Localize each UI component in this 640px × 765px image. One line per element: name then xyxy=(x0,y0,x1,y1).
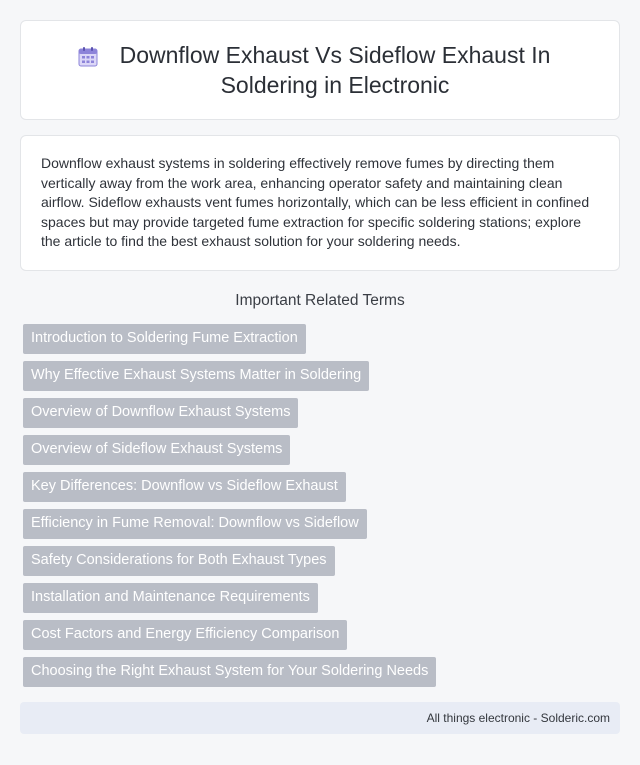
related-term-link[interactable]: Efficiency in Fume Removal: Downflow vs Sideflow xyxy=(23,509,367,539)
related-term-link[interactable]: Cost Factors and Energy Efficiency Comparison xyxy=(23,620,347,650)
related-term-link[interactable]: Overview of Sideflow Exhaust Systems xyxy=(23,435,290,465)
footer-text: All things electronic - Solderic.com xyxy=(426,711,610,725)
calendar-icon xyxy=(77,46,99,68)
title-card xyxy=(20,20,620,120)
related-term-link[interactable]: Introduction to Soldering Fume Extraction xyxy=(23,324,306,354)
related-term-link[interactable]: Why Effective Exhaust Systems Matter in Soldering xyxy=(23,361,369,391)
related-term-link[interactable]: Overview of Downflow Exhaust Systems xyxy=(23,398,298,428)
footer xyxy=(20,702,620,734)
related-term-link[interactable]: Key Differences: Downflow vs Sideflow Exhaust xyxy=(23,472,346,502)
summary-card xyxy=(20,135,620,271)
related-terms-list xyxy=(23,324,613,694)
related-term-link[interactable]: Choosing the Right Exhaust System for Your Soldering Needs xyxy=(23,657,436,687)
page-title: Downflow Exhaust Vs Sideflow Exhaust In Soldering in Electronic xyxy=(119,42,551,98)
summary-text: Downflow exhaust systems in soldering effectively remove fumes by directing them vertically away from the work area, enhancing operator safety and maintaining clean airflow. Sideflow exhausts vent fumes horizontally, which can be less efficient in confined spaces but may provide targeted fume extraction for specific soldering stations; explore the article to find the best exhaust solution for your soldering needs. xyxy=(41,155,590,250)
related-term-link[interactable]: Safety Considerations for Both Exhaust Types xyxy=(23,546,335,576)
title-inner xyxy=(21,40,619,100)
related-term-link[interactable]: Installation and Maintenance Requirements xyxy=(23,583,318,613)
related-terms-heading: Important Related Terms xyxy=(235,292,405,309)
